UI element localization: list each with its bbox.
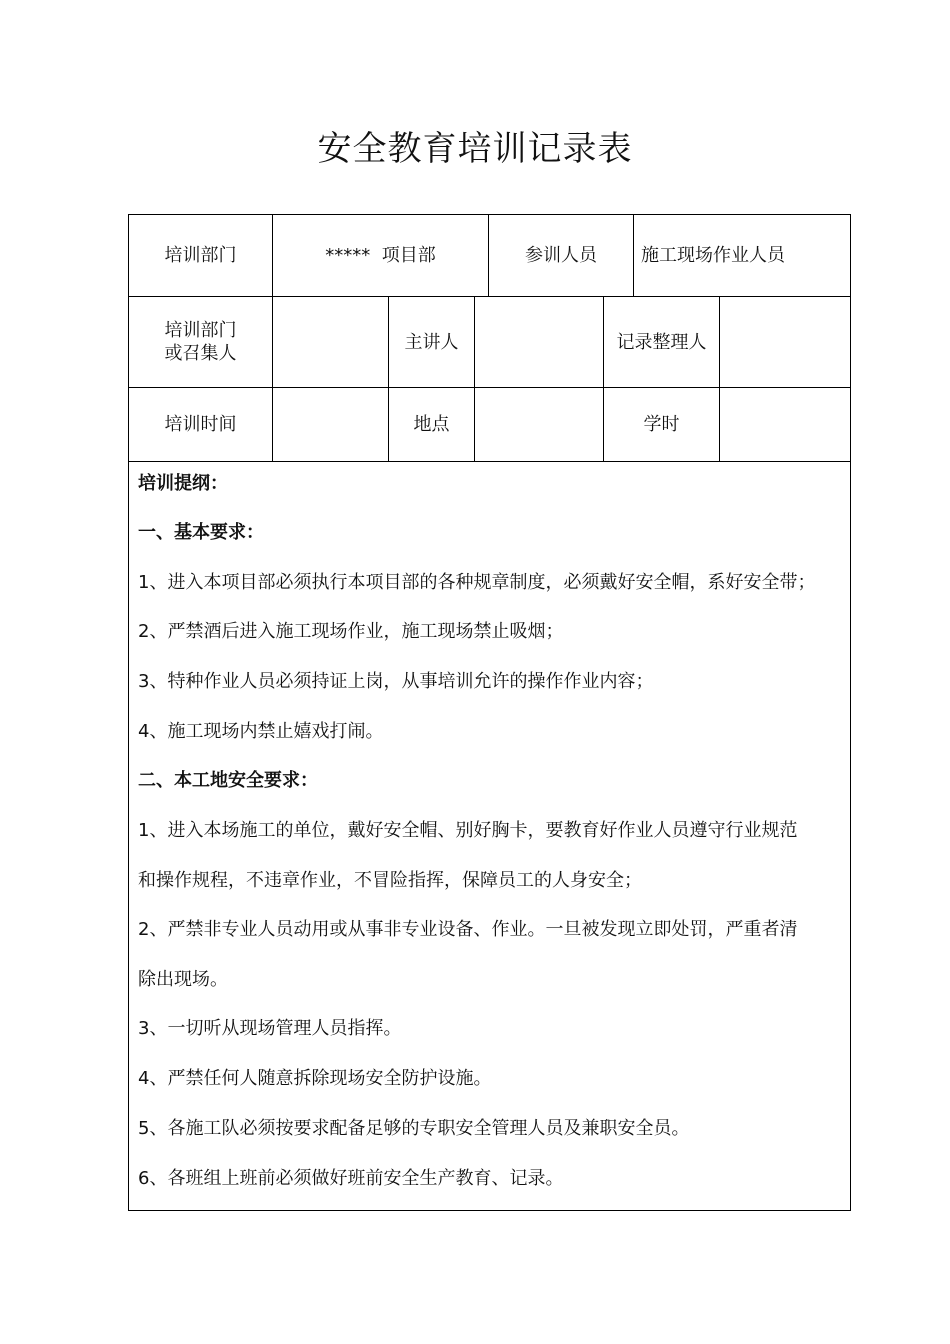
training-time-label: 培训时间 — [164, 414, 237, 435]
outline-heading: 培训提纲： — [138, 473, 228, 494]
location-value — [474, 387, 604, 462]
class-hours-label: 学时 — [643, 414, 680, 435]
section2-line: 和操作规程，不违章作业，不冒险指挥，保障员工的人身安全； — [138, 870, 642, 891]
section1-item: 3、特种作业人员必须持证上岗，从事培训允许的操作作业内容； — [138, 671, 654, 692]
organizer-label-line2: 或召集人 — [164, 343, 237, 364]
section2-line: 3、一切听从现场管理人员指挥。 — [138, 1018, 402, 1039]
section2-line: 6、各班组上班前必须做好班前安全生产教育、记录。 — [138, 1168, 564, 1189]
training-time-value — [272, 387, 389, 462]
section2-line: 除出现场。 — [138, 969, 228, 990]
class-hours-value — [719, 387, 851, 462]
section2-line: 1、进入本场施工的单位，戴好安全帽、别好胸卡，要教育好作业人员遵守行业规范 — [138, 820, 798, 841]
lecturer-value — [474, 296, 604, 388]
section2-line: 2、严禁非专业人员动用或从事非专业设备、作业。一旦被发现立即处罚，严重者清 — [138, 919, 798, 940]
location-label: 地点 — [413, 414, 450, 435]
participants-value: 施工现场作业人员 — [641, 245, 785, 266]
recorder-value — [719, 296, 851, 388]
participants-label: 参训人员 — [525, 245, 597, 266]
section1-item: 4、施工现场内禁止嬉戏打闹。 — [138, 721, 384, 742]
recorder-label: 记录整理人 — [616, 331, 707, 353]
table-border-bottom — [128, 1210, 851, 1211]
page-title: 安全教育培训记录表 — [317, 129, 633, 169]
training-dept-value: ***** 项目部 — [325, 245, 436, 266]
training-dept-label: 培训部门 — [164, 245, 237, 266]
section1-item: 2、严禁酒后进入施工现场作业，施工现场禁止吸烟； — [138, 621, 564, 642]
section2-line: 4、严禁任何人随意拆除现场安全防护设施。 — [138, 1068, 492, 1089]
section2-line: 5、各施工队必须按要求配备足够的专职安全管理人员及兼职安全员。 — [138, 1118, 690, 1139]
section2-heading: 二、本工地安全要求： — [138, 770, 318, 791]
organizer-label — [128, 296, 273, 388]
organizer-label-line1: 培训部门 — [164, 320, 237, 341]
section1-heading: 一、基本要求： — [138, 522, 264, 543]
organizer-value — [272, 296, 389, 388]
lecturer-label: 主讲人 — [404, 331, 459, 353]
section1-item: 1、进入本项目部必须执行本项目部的各种规章制度，必须戴好安全帽，系好安全带； — [138, 572, 816, 593]
